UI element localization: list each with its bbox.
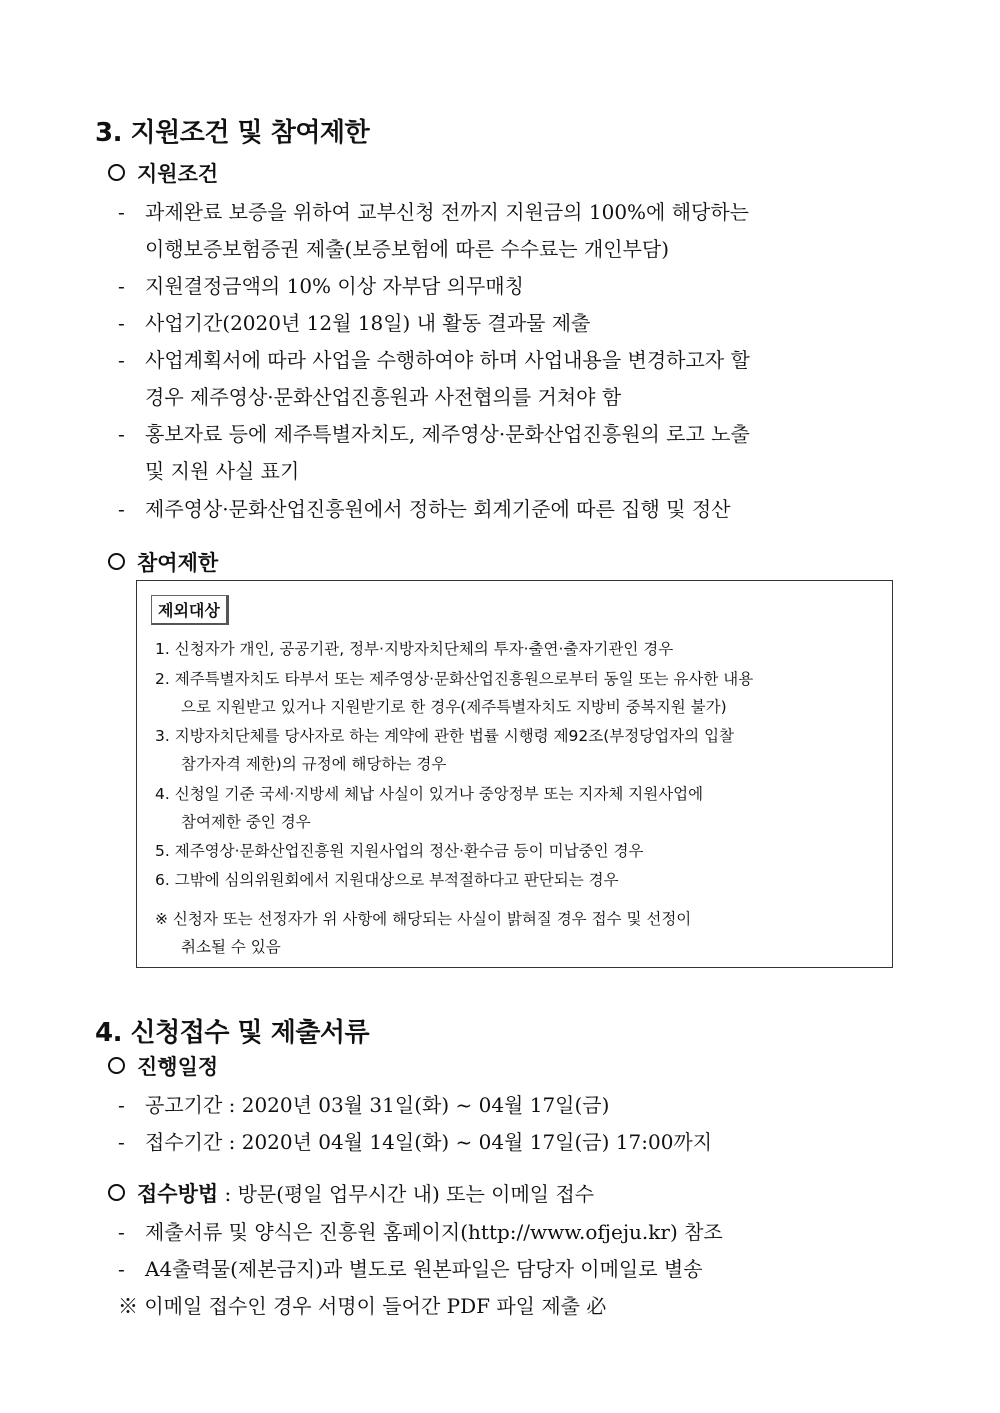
condition-item: - 사업계획서에 따라 사업을 수행하여야 하며 사업내용을 변경하고자 할: [118, 348, 750, 372]
exclusion-label: 제외대상: [151, 595, 229, 625]
exclusion-item: 6. 그밖에 심의위원회에서 지원대상으로 부적절하다고 판단되는 경우: [155, 871, 619, 889]
condition-item: - 제주영상·문화산업진흥원에서 정하는 회계기준에 따른 집행 및 정산: [118, 497, 731, 521]
circle-bullet-icon: [108, 1184, 125, 1201]
condition-item: - 과제완료 보증을 위하여 교부신청 전까지 지원금의 100%에 해당하는: [118, 200, 749, 224]
circle-bullet-icon: [108, 1057, 125, 1074]
condition-item-cont: 이행보증보험증권 제출(보증보험에 따른 수수료는 개인부담): [145, 237, 670, 261]
schedule-item: - 공고기간 : 2020년 03월 31일(화) ~ 04월 17일(금): [118, 1093, 610, 1117]
restriction-heading-text: 참여제한: [137, 551, 219, 575]
condition-item-cont: 경우 제주영상·문화산업진흥원과 사전협의를 거쳐야 함: [145, 385, 622, 409]
exclusion-item-cont: 으로 지원받고 있거나 지원받기로 한 경우(제주특별자치도 지방비 중복지원 불가): [181, 698, 727, 716]
conditions-heading: [108, 158, 218, 188]
exclusion-item: 1. 신청자가 개인, 공공기관, 정부·지방자치단체의 투자·출연·출자기관인 경우: [155, 640, 674, 658]
exclusion-item: 5. 제주영상·문화산업진흥원 지원사업의 정산·환수금 등이 미납중인 경우: [155, 842, 644, 860]
method-heading: [108, 1178, 594, 1208]
condition-item-cont: 및 지원 사실 표기: [145, 459, 300, 483]
condition-item: - 홍보자료 등에 제주특별자치도, 제주영상·문화산업진흥원의 로고 노출: [118, 422, 750, 446]
exclusion-item-cont: 참여제한 중인 경우: [181, 813, 311, 831]
section-4-title: 4. 신청접수 및 제출서류: [95, 1018, 370, 1048]
condition-item: - 사업기간(2020년 12월 18일) 내 활동 결과물 제출: [118, 311, 591, 335]
exclusion-item: 2. 제주특별자치도 타부서 또는 제주영상·문화산업진흥원으로부터 동일 또는 유사한 내용: [155, 670, 754, 688]
method-note: ※ 이메일 접수인 경우 서명이 들어간 PDF 파일 제출 必: [118, 1294, 607, 1318]
schedule-item: - 접수기간 : 2020년 04월 14일(화) ~ 04월 17일(금) 17:00까지: [118, 1130, 713, 1154]
restriction-heading: [108, 547, 218, 577]
exclusion-note: ※ 신청자 또는 선정자가 위 사항에 해당되는 사실이 밝혀질 경우 접수 및 선정이: [155, 910, 692, 928]
exclusion-item-cont: 참가자격 제한)의 규정에 해당하는 경우: [181, 755, 447, 773]
method-text: : 방문(평일 업무시간 내) 또는 이메일 접수: [218, 1182, 595, 1206]
exclusion-note-cont: 취소될 수 있음: [181, 938, 281, 956]
method-item: - A4출력물(제본금지)과 별도로 원본파일은 담당자 이메일로 별송: [118, 1257, 703, 1281]
method-heading-text: 접수방법: [137, 1182, 219, 1206]
exclusion-box: [136, 580, 893, 968]
section-3-title: 3. 지원조건 및 참여제한: [95, 118, 370, 148]
exclusion-item: 3. 지방자치단체를 당사자로 하는 계약에 관한 법률 시행령 제92조(부정당업자의 입찰: [155, 727, 735, 745]
circle-bullet-icon: [108, 164, 125, 181]
method-item: - 제출서류 및 양식은 진흥원 홈페이지(http://www.ofjeju.kr) 참조: [118, 1220, 723, 1244]
exclusion-item: 4. 신청일 기준 국세·지방세 체납 사실이 있거나 중앙정부 또는 지자체 지원사업에: [155, 785, 704, 803]
conditions-heading-text: 지원조건: [137, 162, 219, 186]
circle-bullet-icon: [108, 553, 125, 570]
condition-item: - 지원결정금액의 10% 이상 자부담 의무매칭: [118, 274, 525, 298]
schedule-heading-text: 진행일정: [137, 1055, 219, 1079]
schedule-heading: [108, 1051, 218, 1081]
